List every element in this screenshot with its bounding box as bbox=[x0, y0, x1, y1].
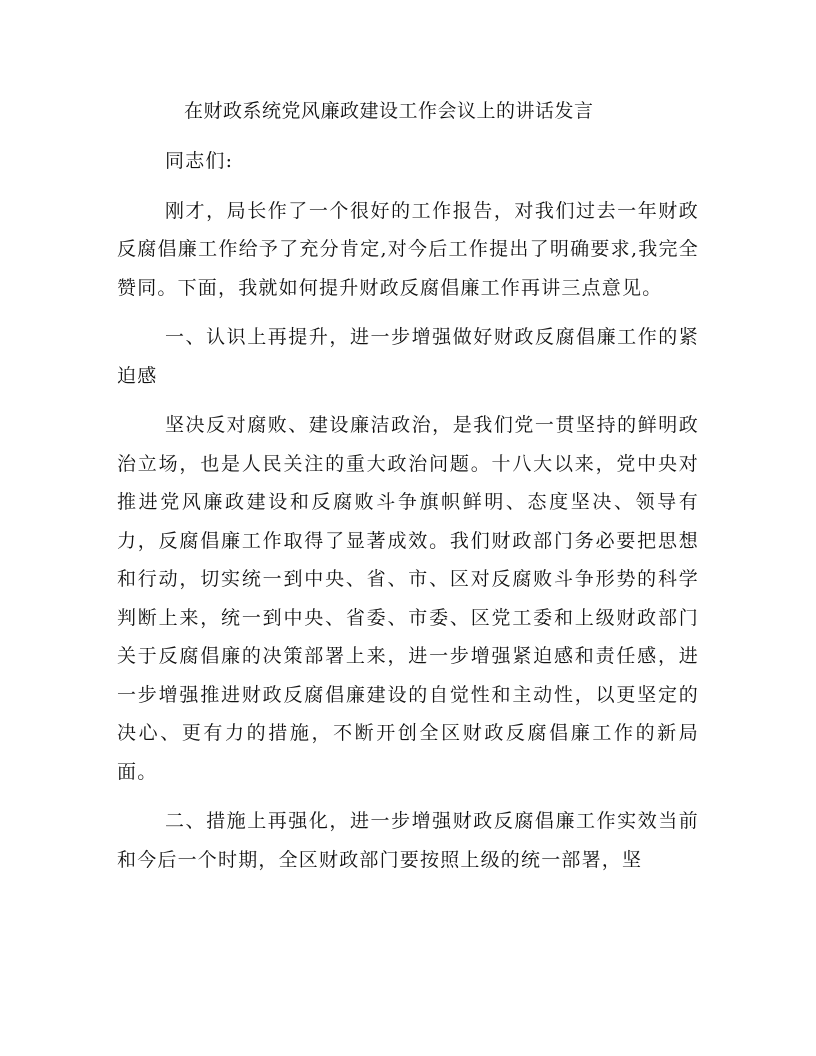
document-title: 在财政系统党风廉政建设工作会议上的讲话发言 bbox=[184, 100, 594, 122]
section-heading-2: 二、措施上再强化，进一步增强财政反腐倡廉工作实效当前和今后一个时期，全区财政部门要按照上级的统一部署，坚 bbox=[117, 810, 699, 871]
paragraph-opening: 刚才，局长作了一个很好的工作报告，对我们过去一年财政反腐倡廉工作给予了充分肯定,对今后工作提出了明确要求,我完全赞同。下面，我就如何提升财政反腐倡廉工作再讲三点意见。 bbox=[117, 199, 699, 299]
document-page bbox=[117, 96, 699, 879]
salutation: 同志们: bbox=[165, 150, 234, 172]
section-heading-1: 一、认识上再提升，进一步增强做好财政反腐倡廉工作的紧迫感 bbox=[117, 326, 699, 387]
paragraph-section-1-body: 坚决反对腐败、建设廉洁政治，是我们党一贯坚持的鲜明政治立场，也是人民关注的重大政治问题。十八大以来，党中央对推进党风廉政建设和反腐败斗争旗帜鲜明、态度坚决、领导有力，反腐倡廉工作取得了显著成效。我们财政部门务必要把思想和行动，切实统一到中央、省、市、区对反腐败斗争形势的科学判断上来，统一到中央、省委、市委、区党工委和上级财政部门关于反腐倡廉的决策部署上来，进一步增强紧迫感和责任感，进一步增强推进财政反腐倡廉建设的自觉性和主动性，以更坚定的决心、更有力的措施，不断开创全区财政反腐倡廉工作的新局面。 bbox=[117, 414, 699, 783]
